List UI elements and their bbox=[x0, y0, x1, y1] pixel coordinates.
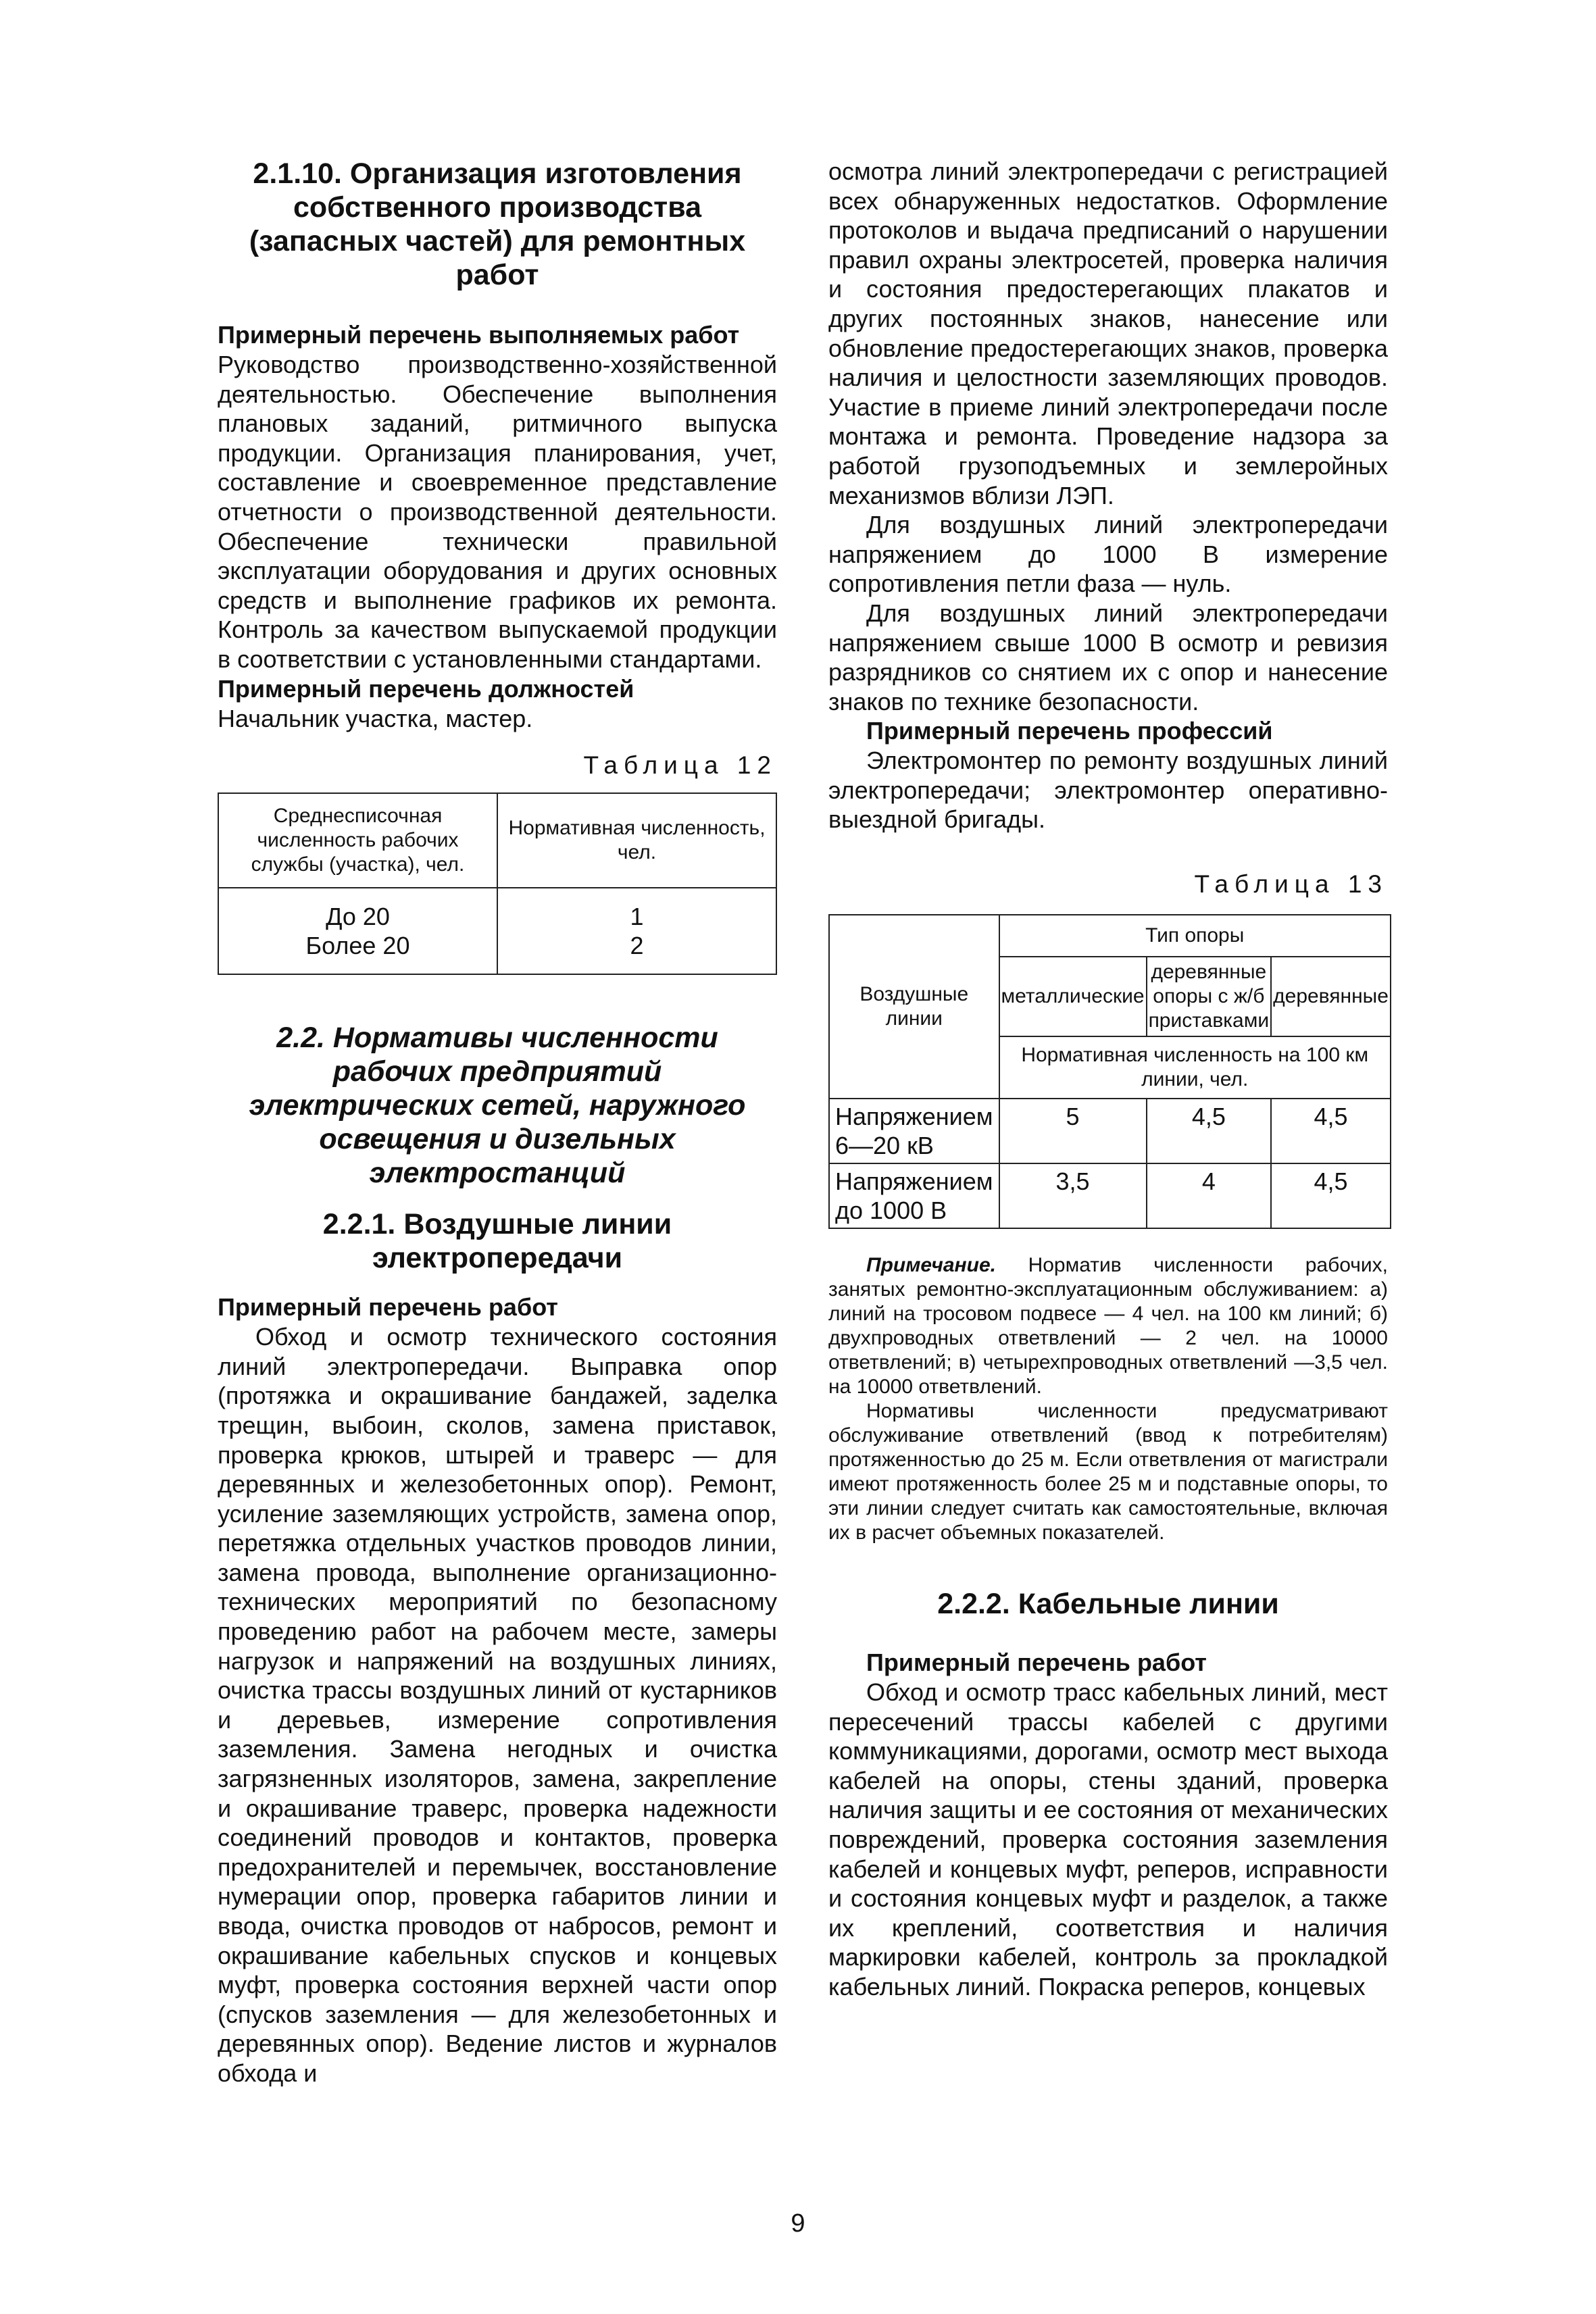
continuation-text: осмотра линий электропередачи с регистрацией всех обнаруженных недостатков. Оформление протоколов и выдача предписаний о нарушении правил охраны электросетей, проверка наличия и состояния предостерегающих плакатов и других постоянных знаков, нанесение или обновление предостерегающих знаков, проверка наличия и целостности заземляющих проводов. Участие в приеме линий электропередачи после монтажа и ремонта. Проведение надзора за работой грузоподъемных и землеройных механизмов вблизи ЛЭП. bbox=[828, 157, 1388, 509]
table-row bbox=[829, 1099, 1391, 1163]
table-12-value: До 20 bbox=[326, 903, 390, 931]
table-13-cell: 5 bbox=[999, 1099, 1147, 1163]
works-list-heading: Примерный перечень работ bbox=[866, 1649, 1207, 1677]
table-13-header-metal: металлические bbox=[999, 957, 1147, 1036]
works-list-heading: Примерный перечень работ bbox=[218, 1293, 558, 1322]
professions-list-text: Электромонтер по ремонту воздушных линий электропередачи; электромонтер оперативно-выездной бригады. bbox=[828, 747, 1388, 834]
table-row bbox=[829, 1163, 1391, 1228]
table-13-header-wood-jb: деревянные опоры с ж/б приставками bbox=[1147, 957, 1272, 1036]
section-2-2-title: 2.2. Нормативы численности рабочих предприятий электрических сетей, наружного освещения и дизельных электростанций bbox=[249, 1022, 746, 1190]
left-column bbox=[218, 157, 777, 2088]
works-list-text: Обход и осмотр технического состояния линий электропередачи. Выправка опор (протяжка и окрашивание бандажей, заделка трещин, выбоин, сколов, замена приставок, проверка крюков, штырей и траверс — для деревянных и железобетонных опор). Ремонт, усиление заземляющих устройств, замена опор, перетяжка отдельных участков проводов линии, замена провода, выполнение организационно-технических мероприятий по безопасному проведению работ на рабочем месте, замеры нагрузок и напряжений на воздушных линиях, очистка трассы воздушных линий от кустарников и деревьев, измерение сопротивления заземления. Замена негодных и очистка загрязненных изоляторов, замена, закрепление и окрашивание траверс, проверка надежности соединений проводов и контактов, проверка предохранителей и перемычек, восстановление нумерации опор, проверка габаритов линии и ввода, очистка проводов от набросов, ремонт и окрашивание кабельных спусков и концевых муфт, проверка состояния верхней части опор (спусков заземления — для железобетонных и деревянных опор). Ведение листов и журналов обхода и bbox=[218, 1323, 777, 2087]
table-13-label: Таблица 13 bbox=[1194, 870, 1388, 899]
table-12-header-col2: Нормативная численность, чел. bbox=[497, 793, 776, 888]
table-13-header-wood: деревянные bbox=[1271, 957, 1391, 1036]
table-12-label: Таблица 12 bbox=[583, 751, 777, 780]
works-list-heading: Примерный перечень выполняемых работ bbox=[218, 321, 740, 349]
page-number: 9 bbox=[791, 2209, 805, 2238]
professions-list-heading: Примерный перечень профессий bbox=[866, 717, 1273, 745]
table-12-value: 1 bbox=[630, 903, 644, 931]
table-13 bbox=[828, 914, 1391, 1229]
right-column bbox=[828, 157, 1388, 2002]
note-text: Норматив численности рабочих, занятых ремонтно-эксплуатационным обслуживанием: а) линий на тросовом подвесе — 4 чел. на 100 км линий; б) двухпроводных ответвлений — 2 чел. на 10000 ответвлений; в) четырехпроводных ответвлений —3,5 чел. на 10000 ответвлений. bbox=[828, 1254, 1388, 1399]
positions-list-text: Начальник участка, мастер. bbox=[218, 704, 533, 732]
works-list-text: Обход и осмотр трасс кабельных линий, мест пересечений трассы кабелей с другими коммуникациями, дорогами, осмотр мест выхода кабелей на опоры, стены зданий, проверка наличия защиты и ее состояния от механических повреждений, проверка состояния заземления кабелей и концевых муфт, реперов, исправности и состояния концевых муфт и разделок, а также их креплений, соответствия и наличия маркировки кабелей, контроль за прокладкой кабельных линий. Покраска реперов, концевых bbox=[828, 1678, 1388, 2001]
table-12-cell bbox=[497, 888, 776, 974]
positions-list-heading: Примерный перечень должностей bbox=[218, 674, 634, 703]
table-row bbox=[218, 888, 776, 974]
paragraph: Для воздушных линий электропередачи напряжением до 1000 В измерение сопротивления петли фаза — нуль. bbox=[828, 511, 1388, 598]
table-13-header-type: Тип опоры bbox=[999, 915, 1391, 957]
table-12-header-col1: Среднесписочная численность рабочих службы (участка), чел. bbox=[218, 793, 497, 888]
table-13-row-name: Напряжением 6—20 кВ bbox=[829, 1099, 999, 1163]
table-12-value: 2 bbox=[630, 932, 644, 960]
table-13-cell: 4,5 bbox=[1271, 1163, 1391, 1228]
works-list-text: Руководство производственно-хозяйственной деятельностью. Обеспечение выполнения плановых заданий, ритмичного выпуска продукции. Организация планирования, учет, составление и своевременное представление отчетности о производственной деятельности. Обеспечение технически правильной эксплуатации оборудования и других основных средств и выполнение графиков их ремонта. Контроль за качеством выпускаемой продукции в соответствии с установленными стандартами. bbox=[218, 351, 777, 673]
table-13-cell: 3,5 bbox=[999, 1163, 1147, 1228]
note-label: Примечание. bbox=[866, 1254, 996, 1277]
table-13-header-norm: Нормативная численность на 100 км линии, чел. bbox=[999, 1036, 1391, 1099]
table-13-header-lines: Воздушные линии bbox=[829, 915, 999, 1099]
table-13-cell: 4 bbox=[1147, 1163, 1272, 1228]
table-12 bbox=[218, 793, 777, 975]
section-2-2-2-title: 2.2.2. Кабельные линии bbox=[937, 1588, 1279, 1621]
table-13-note bbox=[828, 1253, 1388, 1399]
note-text-2: Нормативы численности предусматривают обслуживание ответвлений (ввод к потребителям) протяженностью до 25 м. Если ответвления от магистрали имеют протяженность более 25 м и подставные опоры, то эти линии следует считать как самостоятельные, включая их в расчет объемных показателей. bbox=[828, 1400, 1388, 1544]
paragraph: Для воздушных линий электропередачи напряжением свыше 1000 В осмотр и ревизия разрядников со снятием их с опор и нанесение знаков по технике безопасности. bbox=[828, 599, 1388, 715]
table-13-row-name: Напряжением до 1000 В bbox=[829, 1163, 999, 1228]
table-12-value: Более 20 bbox=[305, 932, 410, 960]
table-13-cell: 4,5 bbox=[1271, 1099, 1391, 1163]
table-13-cell: 4,5 bbox=[1147, 1099, 1272, 1163]
section-2-2-1-title: 2.2.1. Воздушные линии электропередачи bbox=[322, 1208, 672, 1275]
table-12-cell bbox=[218, 888, 497, 974]
section-2-1-10-title: 2.1.10. Организация изготовления собственного производства (запасных частей) для ремонтных работ bbox=[249, 157, 746, 291]
